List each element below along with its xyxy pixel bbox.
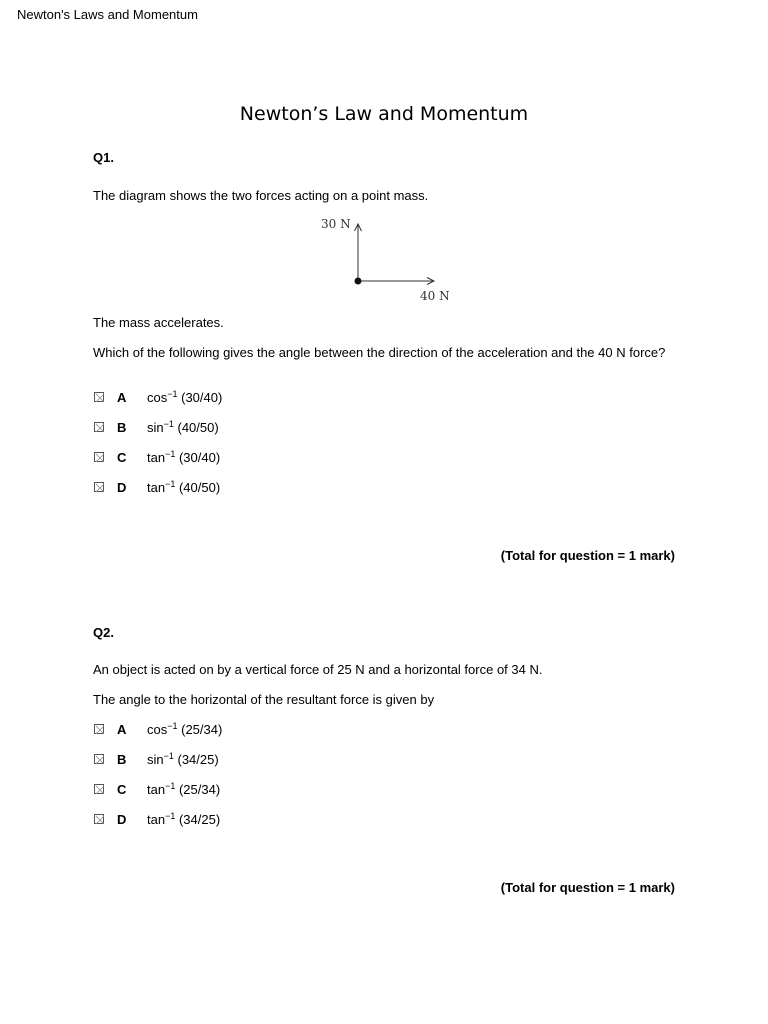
checkbox-icon[interactable] xyxy=(94,784,104,794)
option-expression xyxy=(147,782,220,797)
question-2-total: (Total for question = 1 mark) xyxy=(500,880,675,895)
option-expression xyxy=(147,752,219,767)
option-superscript: −1 xyxy=(163,751,174,761)
option-superscript: −1 xyxy=(167,389,178,399)
checkbox-icon[interactable] xyxy=(94,452,104,462)
checkbox-icon[interactable] xyxy=(94,392,104,402)
checkbox-icon[interactable] xyxy=(94,754,104,764)
option-letter: C xyxy=(117,450,127,465)
checkbox-icon[interactable] xyxy=(94,422,104,432)
option-func: cos xyxy=(147,722,168,737)
option-func: tan xyxy=(147,782,166,797)
vertical-force-label: 30 N xyxy=(321,217,351,231)
option-func: tan xyxy=(147,812,166,827)
force-diagram xyxy=(310,212,460,307)
option-superscript: −1 xyxy=(165,781,176,791)
option-superscript: −1 xyxy=(165,479,176,489)
option-superscript: −1 xyxy=(165,449,176,459)
option-expression xyxy=(147,390,222,405)
question-1-text: Which of the following gives the angle between the direction of the acceleration and the 40 N force? xyxy=(93,345,666,360)
option-letter: D xyxy=(117,812,127,827)
option-func: sin xyxy=(147,420,164,435)
option-argument: (25/34) xyxy=(177,722,223,737)
option-expression xyxy=(147,450,220,465)
option-letter: B xyxy=(117,752,127,767)
option-argument: (34/25) xyxy=(175,812,221,827)
option-letter: C xyxy=(117,782,127,797)
option-letter: A xyxy=(117,722,127,737)
option-superscript: −1 xyxy=(165,811,176,821)
option-argument: (34/25) xyxy=(173,752,219,767)
option-argument: (30/40) xyxy=(175,450,221,465)
question-2-number: Q2. xyxy=(93,625,114,640)
checkbox-icon[interactable] xyxy=(94,482,104,492)
option-superscript: −1 xyxy=(163,419,174,429)
horizontal-force-label: 40 N xyxy=(420,289,450,303)
option-argument: (25/34) xyxy=(175,782,221,797)
option-func: cos xyxy=(147,390,168,405)
option-func: sin xyxy=(147,752,164,767)
option-superscript: −1 xyxy=(167,721,178,731)
question-2-text: The angle to the horizontal of the resultant force is given by xyxy=(93,692,435,707)
document-title: Newton’s Law and Momentum xyxy=(239,103,529,125)
option-expression xyxy=(147,722,222,737)
option-argument: (30/40) xyxy=(177,390,223,405)
checkbox-icon[interactable] xyxy=(94,724,104,734)
option-argument: (40/50) xyxy=(173,420,219,435)
question-2-intro: An object is acted on by a vertical force of 25 N and a horizontal force of 34 N. xyxy=(93,662,543,677)
force-diagram-svg xyxy=(310,212,460,307)
option-letter: B xyxy=(117,420,127,435)
option-letter: A xyxy=(117,390,127,405)
option-func: tan xyxy=(147,480,166,495)
question-1-intro: The diagram shows the two forces acting on a point mass. xyxy=(93,188,429,203)
checkbox-icon[interactable] xyxy=(94,814,104,824)
option-expression xyxy=(147,420,219,435)
option-expression xyxy=(147,812,220,827)
question-1-statement: The mass accelerates. xyxy=(93,315,224,330)
option-letter: D xyxy=(117,480,127,495)
question-1-total: (Total for question = 1 mark) xyxy=(500,548,675,563)
option-argument: (40/50) xyxy=(175,480,221,495)
option-expression xyxy=(147,480,220,495)
question-1-number: Q1. xyxy=(93,150,114,165)
page-header-title: Newton's Laws and Momentum xyxy=(17,7,198,22)
option-func: tan xyxy=(147,450,166,465)
point-mass xyxy=(355,278,362,285)
